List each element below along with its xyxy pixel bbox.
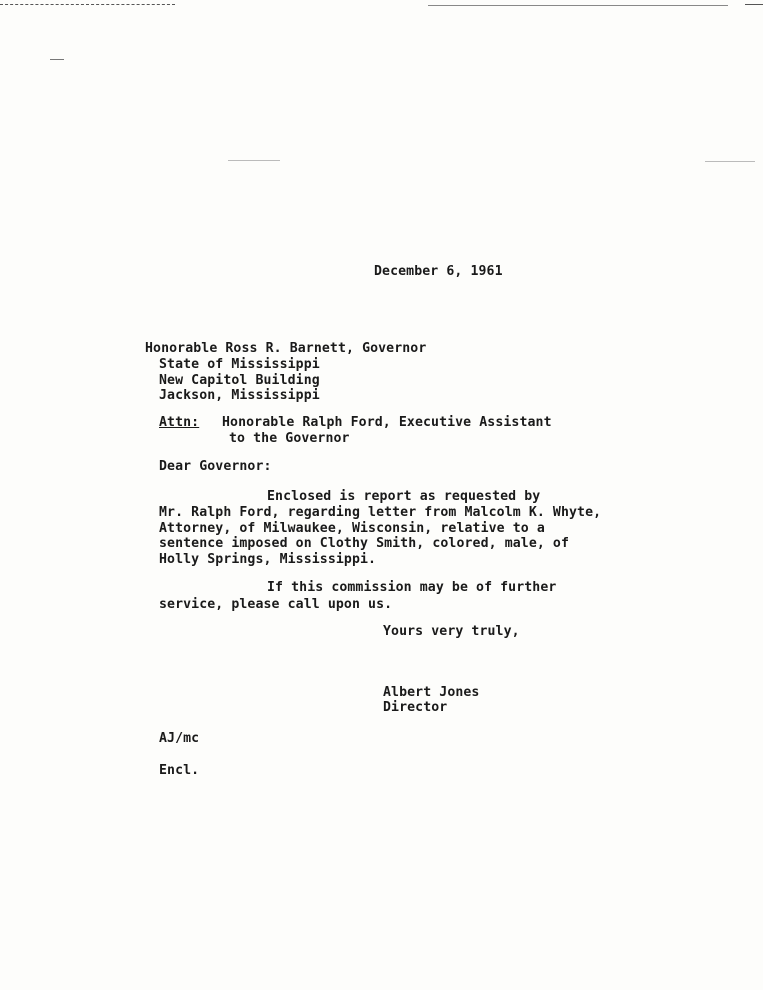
- scan-speck: [228, 160, 280, 161]
- attn-label: Attn:: [159, 415, 200, 430]
- scan-speck: [705, 161, 755, 162]
- signer-title: Director: [383, 700, 448, 715]
- para1-line-2: Mr. Ralph Ford, regarding letter from Malcolm K. Whyte,: [159, 505, 602, 520]
- signer-name: Albert Jones: [383, 685, 480, 700]
- attn-line-1: Honorable Ralph Ford, Executive Assistant: [222, 415, 552, 430]
- closing: Yours very truly,: [383, 624, 520, 639]
- enclosure-note: Encl.: [159, 763, 200, 778]
- top-rule-right: [745, 4, 763, 5]
- address-line-2: State of Mississippi: [159, 357, 320, 372]
- address-line-3: New Capitol Building: [159, 373, 320, 388]
- top-rule: [428, 5, 728, 6]
- para1-line-3: Attorney, of Milwaukee, Wisconsin, relative to a: [159, 521, 545, 536]
- para2-line-1: If this commission may be of further: [267, 580, 557, 595]
- para1-line-5: Holly Springs, Mississippi.: [159, 552, 377, 567]
- attn-line-2: to the Governor: [229, 431, 350, 446]
- salutation: Dear Governor:: [159, 459, 272, 474]
- letter-date: December 6, 1961: [374, 264, 503, 279]
- scan-speck: [50, 59, 64, 60]
- address-line-4: Jackson, Mississippi: [159, 388, 320, 403]
- top-dashed-rule: [0, 4, 175, 5]
- para1-line-1: Enclosed is report as requested by: [267, 489, 541, 504]
- initials: AJ/mc: [159, 731, 200, 746]
- para1-line-4: sentence imposed on Clothy Smith, colored, male, of: [159, 536, 570, 551]
- para2-line-2: service, please call upon us.: [159, 597, 393, 612]
- address-line-1: Honorable Ross R. Barnett, Governor: [145, 341, 427, 356]
